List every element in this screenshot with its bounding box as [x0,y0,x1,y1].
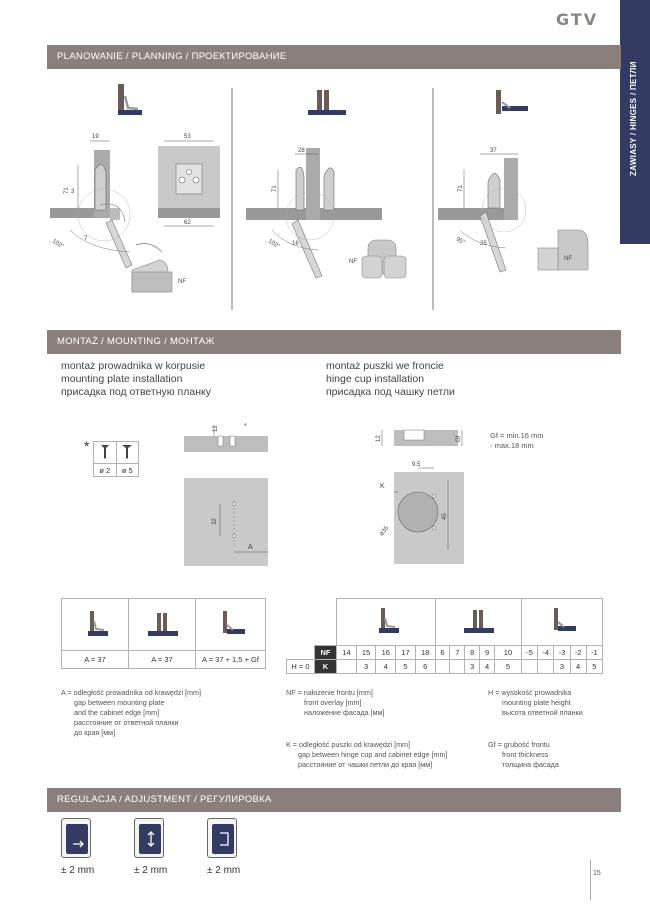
k-value: 4 [570,660,586,674]
dim-95: 95° [455,236,466,247]
page-number: 15 [593,870,601,877]
screw-dia-2: ø 2 [94,464,117,477]
dim-16: 16 [292,241,299,247]
nf-value: 18 [415,646,435,660]
height-adjust-icon [134,818,164,858]
k-value [435,660,450,674]
nf-value: 9 [480,646,495,660]
note-line: K = odległość puszki od krawędzi [mm] [286,740,411,749]
note-line: высота ответной планки [502,708,583,717]
dim-25: 25 [480,241,487,247]
dim-nf-2: NF [349,259,357,265]
note-line: gap between mounting plate [74,698,165,707]
dim-32: 32 [212,518,218,525]
dim-12-plate: 12 [213,425,219,432]
note-line: front thickness [502,750,549,759]
nf-value: 10 [494,646,521,660]
plate-drilling-diagram [180,418,270,568]
nf-value: 6 [435,646,450,660]
dim-star: * [244,423,247,430]
dim-12-cup: 12 [376,435,382,442]
inset-icon [496,90,528,114]
nf-value: 16 [376,646,396,660]
note-line: front overlay [mm] [304,698,362,707]
dim-nf-1: NF [178,279,186,285]
k-value: 5 [494,660,521,674]
dim-71: 71 [64,187,70,194]
a-value-half: A = 37 [129,651,196,669]
k-value [538,660,554,674]
dim-19: 19 [92,134,99,140]
planning-diagrams [40,80,620,310]
gf-range-line: Gf = min.16 mm [490,431,544,440]
dim-nf-3: NF [564,256,572,262]
dim-35: ø35 [378,525,391,538]
caption-line: montaż prowadnika w korpusie [61,360,206,372]
full-overlay-icon [62,599,129,651]
note-line: and the cabinet edge [mm] [74,708,160,717]
note-line: NF = nałożenie frontu [mm] [286,688,373,697]
k-definition-note [286,740,447,770]
caption-line: montaż puszki we froncie [326,360,444,372]
k-value: 5 [586,660,602,674]
side-tab [620,0,650,244]
dim-k: K [380,483,385,490]
nf-value: 17 [396,646,416,660]
asterisk-mark: * [84,438,90,454]
note-line: до края [мм] [74,728,116,737]
side-tab-label: ZAWIASY / HINGES / ПЕТЛИ [629,61,638,176]
caption-line: hinge cup installation [326,373,425,385]
full-overlay-icon [118,84,142,115]
adjust-value-height: ± 2 mm [134,865,168,876]
nf-value: 15 [356,646,376,660]
screw-small-icon [94,442,117,464]
k-value: 6 [415,660,435,674]
gf-range-note [490,431,544,451]
adjust-value-depth: ± 2 mm [61,865,95,876]
k-value: 4 [376,660,396,674]
k-value [337,660,357,674]
screw-dia-5: ø 5 [116,464,139,477]
a-distance-table [61,598,266,669]
caption-line: присадка под чашку петли [326,386,455,398]
a-value-full: A = 37 [62,651,129,669]
planning-section-header: PLANOWANIE / PLANNING / ПРОЕКТИРОВАНИЕ [47,45,621,69]
full-overlay-icon [337,599,436,646]
nf-value: -5 [521,646,537,660]
dim-9-5: 9.5 [412,462,421,468]
cup-drilling-diagram [368,420,468,568]
dim-71b: 71 [272,185,278,192]
inset-icon [196,599,266,651]
nf-value: 14 [337,646,357,660]
dim-28: 28 [298,148,305,154]
page-number-rule [590,860,591,900]
note-line: расстояние от чашки петли до края [мм] [298,760,433,769]
caption-line: mounting plate installation [61,373,183,385]
a-definition-note [61,688,201,738]
dim-3: 3 [71,189,75,195]
k-header-label: K [315,660,337,674]
cup-install-caption [326,360,455,399]
half-overlay-icon [129,599,196,651]
dim-7: 7 [84,236,88,242]
side-adjust-icon [207,818,237,858]
dim-a: A [248,544,253,551]
k-value: 3 [554,660,570,674]
screw-table [93,441,139,477]
nf-header-label: NF [315,646,337,660]
brand-logo: GTV [556,10,599,29]
dim-102: 102° [51,238,65,250]
half-overlay-icon [308,90,346,115]
nf-value: -1 [586,646,602,660]
gf-range-line: - max.18 mm [490,441,534,450]
nf-value: 7 [450,646,465,660]
nf-value: -4 [538,646,554,660]
note-line: толщина фасада [502,760,559,769]
k-value: 3 [356,660,376,674]
gf-definition-note [488,740,559,770]
screw-large-icon [116,442,139,464]
dim-102b: 102° [267,238,281,250]
k-value [521,660,537,674]
note-line: A = odległość prowadnika od krawędzi [mm] [61,688,202,697]
dim-37: 37 [490,148,497,154]
depth-adjust-icon [61,818,91,858]
dim-45: 45 [442,513,448,520]
k-value [450,660,465,674]
dim-71c: 71 [458,185,464,192]
dim-gf: Gf [456,435,462,442]
note-line: наложение фасада [мм] [304,708,385,717]
note-line: gap between hinge cup and cabinet edge [mm] [298,750,448,759]
caption-line: присадка под ответную планку [61,386,211,398]
k-value: 5 [396,660,416,674]
dim-53: 53 [184,134,191,140]
nf-definition-note [286,688,385,718]
dim-62: 62 [184,220,191,226]
h-zero-label: H = 0 [287,660,315,674]
note-line: Gf = grubość frontu [488,740,550,749]
nf-k-table [286,598,603,674]
k-value: 3 [465,660,480,674]
nf-value: 8 [465,646,480,660]
note-line: расстояние от ответной планки [74,718,179,727]
nf-value: -3 [554,646,570,660]
mounting-section-header: MONTAŻ / MOUNTING / МОНТАЖ [47,330,621,354]
note-line: mounting plate height [502,698,571,707]
a-value-inset: A = 37 + 1,5 + Gf [196,651,266,669]
plate-install-caption [61,360,211,399]
adjustment-section-header: REGULACJA / ADJUSTMENT / РЕГУЛИРОВКА [47,788,621,812]
half-overlay-icon [435,599,521,646]
inset-icon [521,599,602,646]
adjust-value-side: ± 2 mm [207,865,241,876]
nf-value: -2 [570,646,586,660]
note-line: H = wysokość prowadnika [488,688,572,697]
h-definition-note [488,688,583,718]
k-value: 4 [480,660,495,674]
